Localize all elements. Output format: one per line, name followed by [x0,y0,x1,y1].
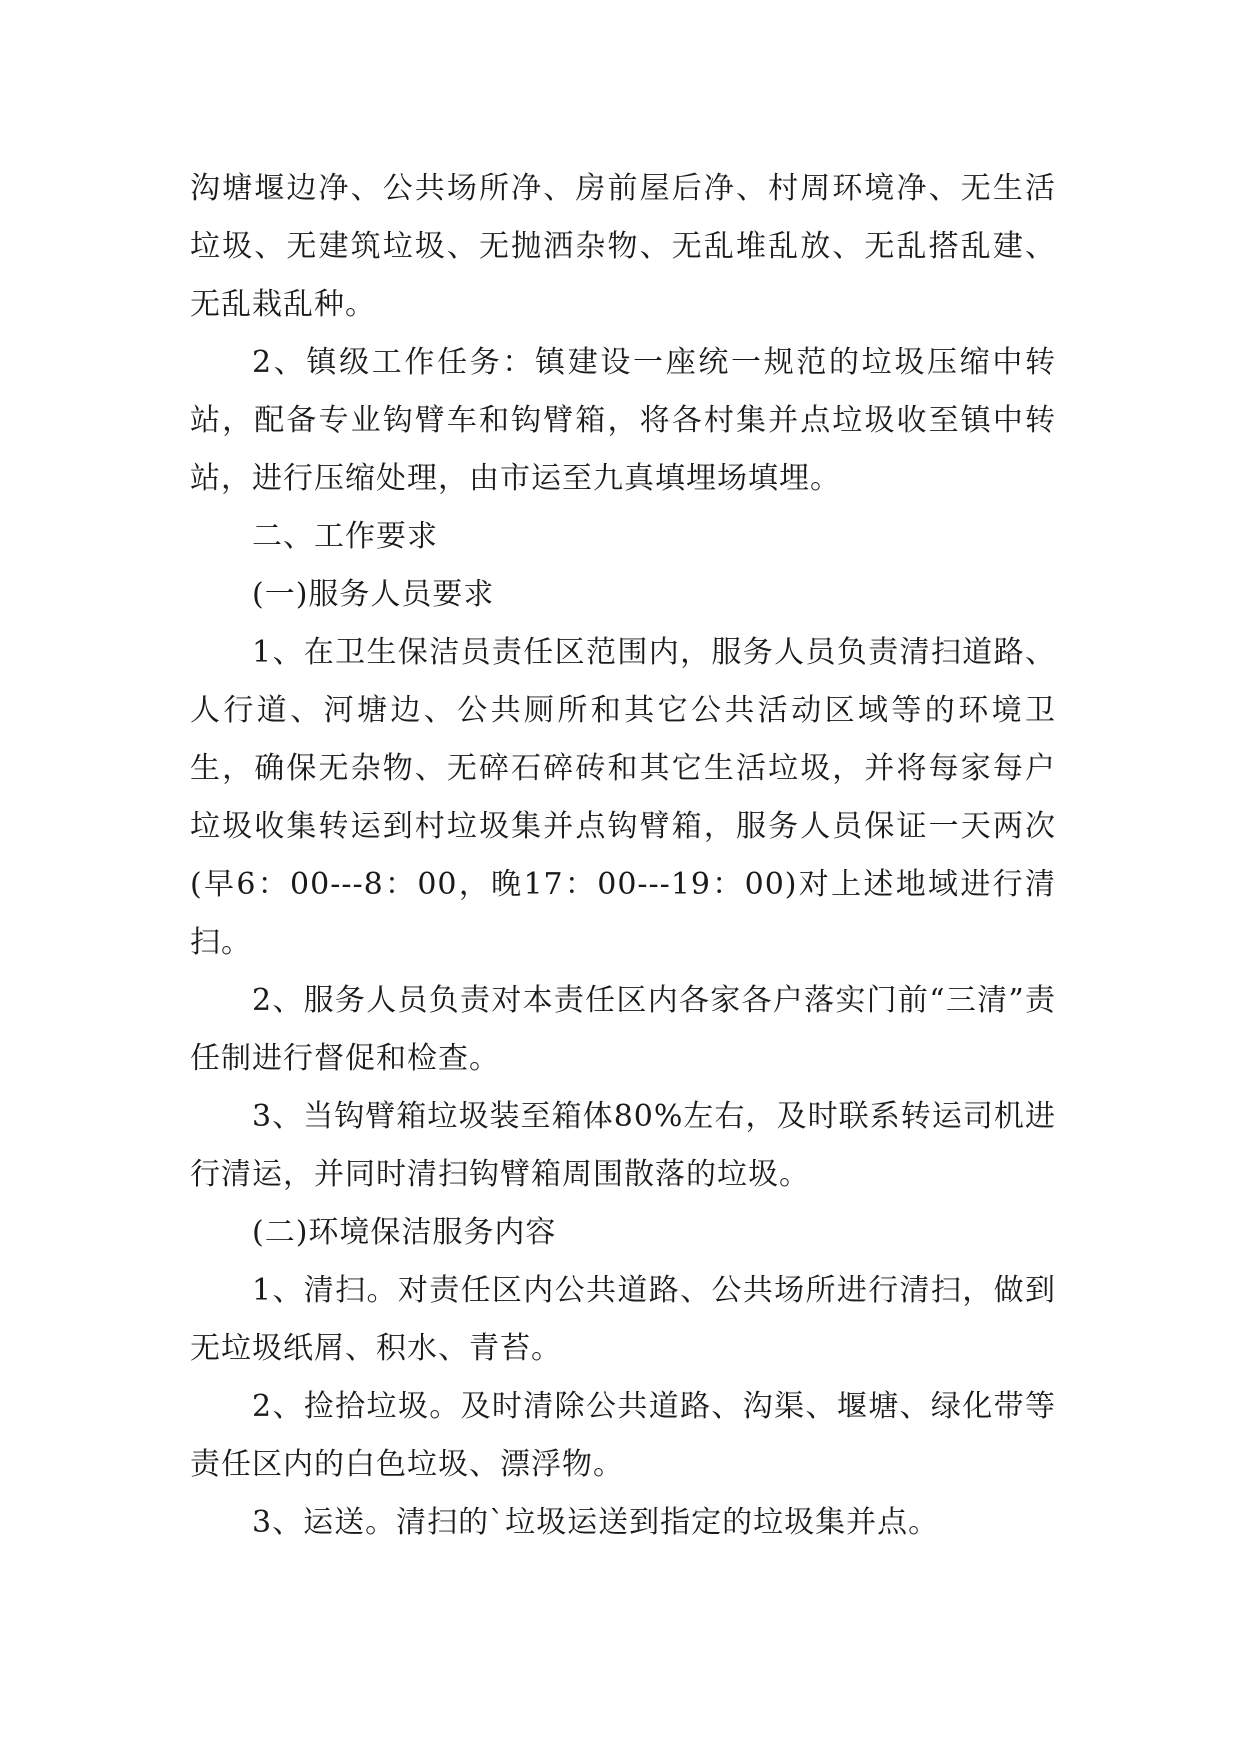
paragraph-staff-item-1: 1、在卫生保洁员责任区范围内，服务人员负责清扫道路、人行道、河塘边、公共厕所和其它公共活动区域等的环境卫生，确保无杂物、无碎石碎砖和其它生活垃圾，并将每家每户垃圾收集转运到村垃圾集并点钩臂箱，服务人员保证一天两次(早6：00---8：00，晚17：00---19：00)对上述地域进行清扫。 [190,635,1056,960]
paragraph-continuation: 沟塘堰边净、公共场所净、房前屋后净、村周环境净、无生活垃圾、无建筑垃圾、无抛洒杂物、无乱堆乱放、无乱搭乱建、无乱栽乱种。 [190,171,1056,322]
document-body [190,160,1056,1552]
section-heading-requirements: 二、工作要求 [252,519,438,554]
paragraph-staff-item-2: 2、服务人员负责对本责任区内各家各户落实门前“三清”责任制进行督促和检查。 [190,983,1056,1076]
subsection-heading-cleaning: (二)环境保洁服务内容 [252,1215,557,1250]
subsection-heading-staff: (一)服务人员要求 [252,577,495,612]
paragraph-town-task: 2、镇级工作任务：镇建设一座统一规范的垃圾压缩中转站，配备专业钩臂车和钩臂箱，将各村集并点垃圾收至镇中转站，进行压缩处理，由市运至九真填埋场填埋。 [190,345,1056,496]
paragraph-cleaning-item-2: 2、捡拾垃圾。及时清除公共道路、沟渠、堰塘、绿化带等责任区内的白色垃圾、漂浮物。 [190,1389,1056,1482]
paragraph-staff-item-3: 3、当钩臂箱垃圾装至箱体80%左右，及时联系转运司机进行清运，并同时清扫钩臂箱周围散落的垃圾。 [190,1099,1056,1192]
paragraph-cleaning-item-1: 1、清扫。对责任区内公共道路、公共场所进行清扫，做到无垃圾纸屑、积水、青苔。 [190,1273,1056,1366]
paragraph-cleaning-item-3: 3、运送。清扫的`垃圾运送到指定的垃圾集并点。 [252,1505,940,1540]
